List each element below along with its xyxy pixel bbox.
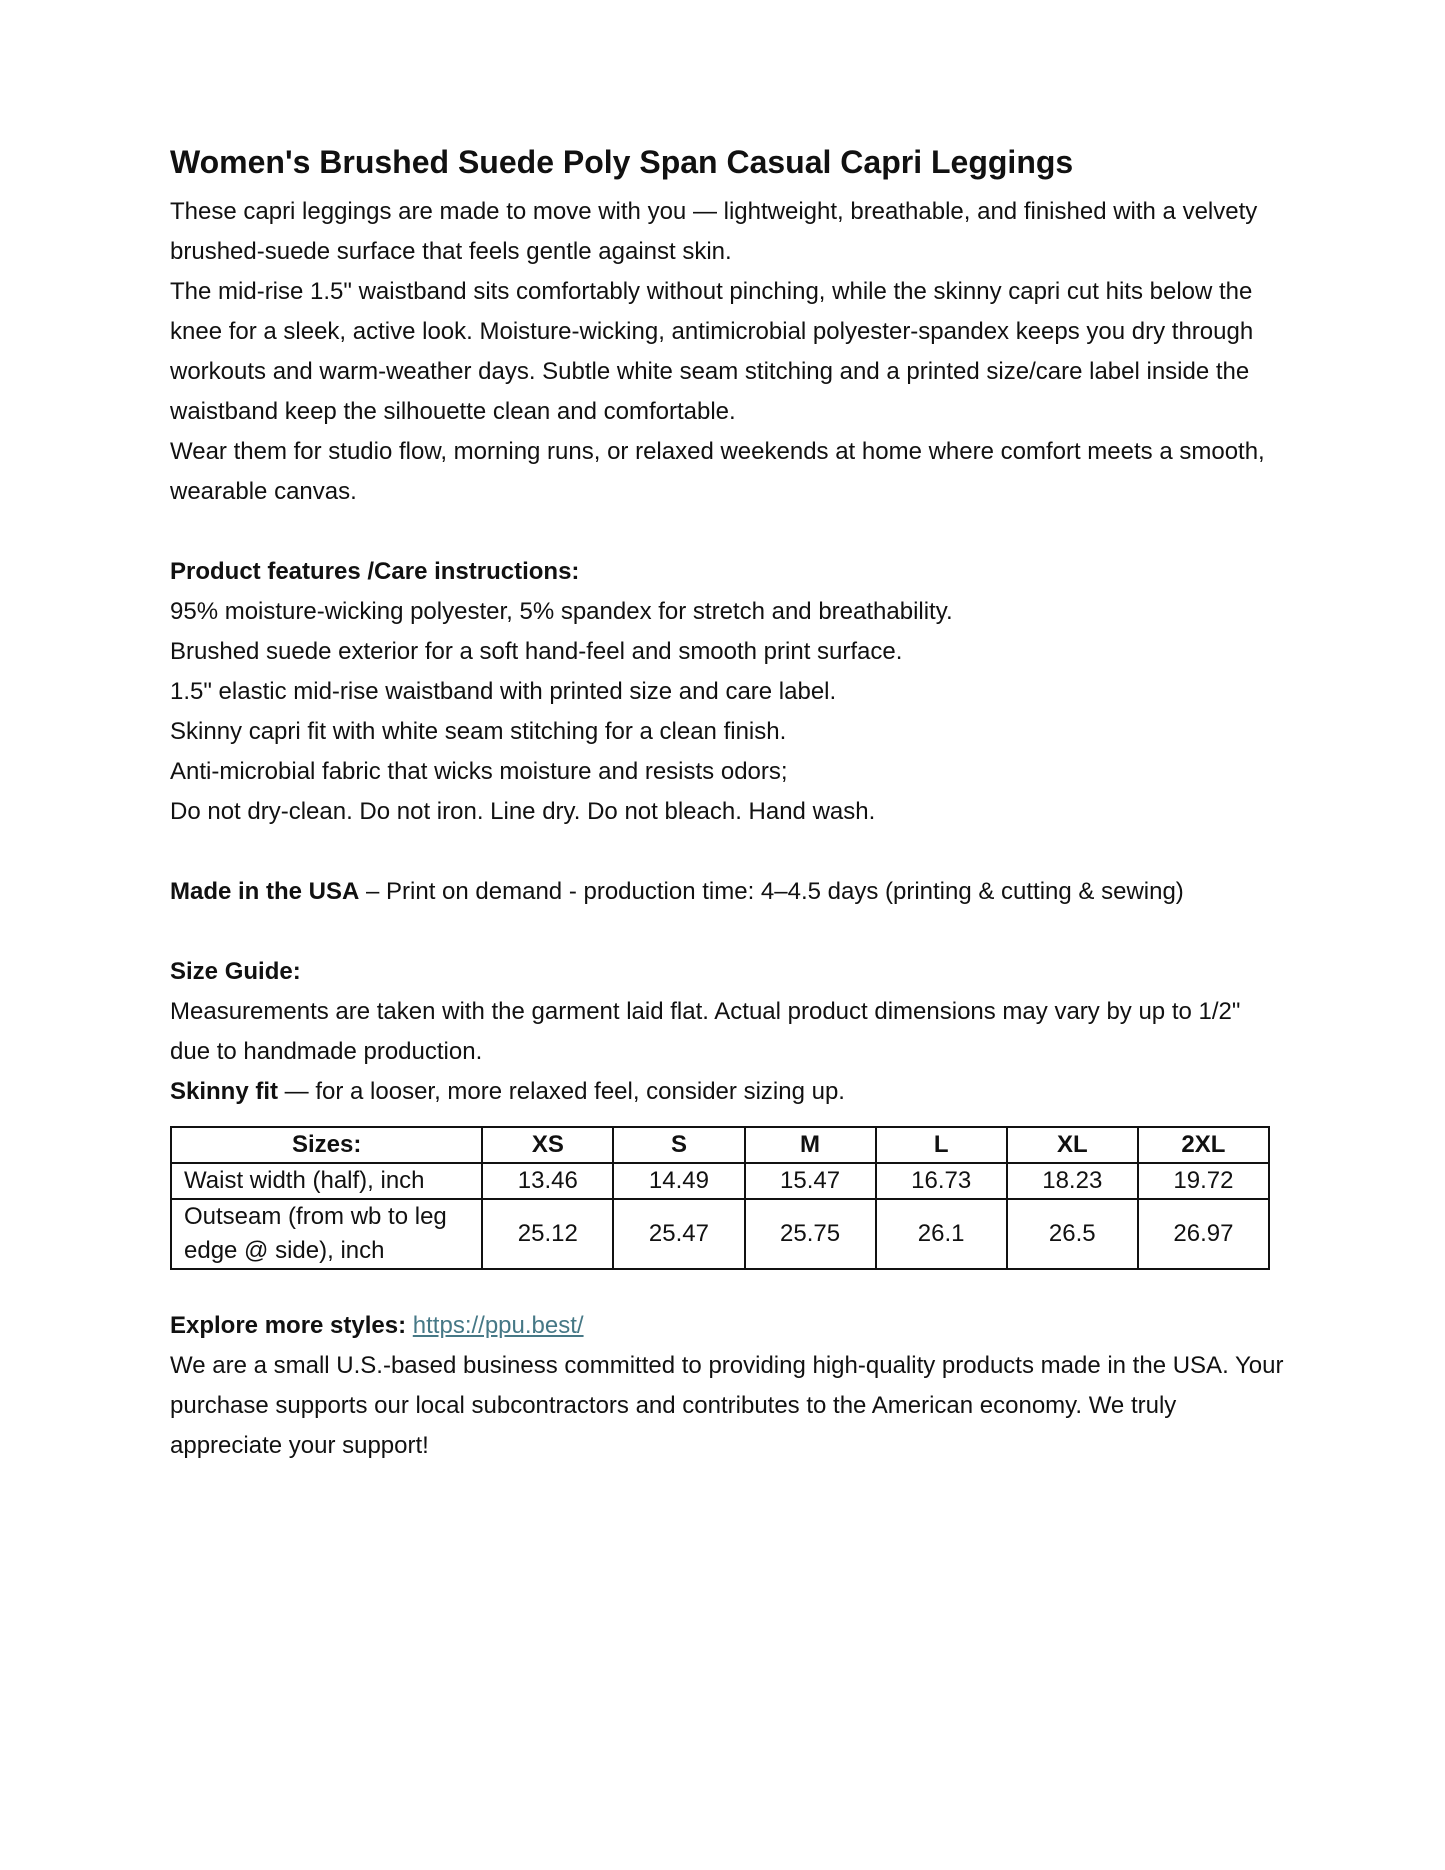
table-row-label: Outseam (from wb to leg edge @ side), inch (171, 1199, 482, 1269)
size-table-header: Sizes: (171, 1127, 482, 1163)
table-cell: 18.23 (1007, 1163, 1138, 1199)
table-cell: 25.47 (613, 1199, 744, 1269)
size-table (170, 1126, 1270, 1270)
made-in-usa-label: Made in the USA (170, 878, 360, 905)
feature-item: Skinny capri fit with white seam stitching for a clean finish. (170, 718, 787, 745)
table-row-label: Waist width (half), inch (171, 1163, 482, 1199)
feature-item: 1.5" elastic mid-rise waistband with printed size and care label. (170, 678, 837, 705)
closing-paragraph: We are a small U.S.-based business committed to providing high-quality products made in the USA. Your purchase supports our local subcontractors and contributes to the American economy. We truly appreciate your support! (170, 1352, 1284, 1459)
size-table-header: XL (1007, 1127, 1138, 1163)
table-row (171, 1199, 1269, 1269)
table-cell: 26.97 (1138, 1199, 1269, 1269)
store-link[interactable]: https://ppu.best/ (412, 1312, 584, 1339)
size-table-header: L (876, 1127, 1007, 1163)
feature-item: Anti-microbial fabric that wicks moisture and resists odors; (170, 758, 788, 785)
size-table-header-row (171, 1127, 1269, 1163)
size-table-header: XS (482, 1127, 613, 1163)
table-cell: 19.72 (1138, 1163, 1269, 1199)
spacer (170, 512, 1285, 552)
size-table-header: M (745, 1127, 876, 1163)
table-cell: 16.73 (876, 1163, 1007, 1199)
size-guide-note: Measurements are taken with the garment laid flat. Actual product dimensions may vary by up to 1/2" due to handmade production. (170, 998, 1241, 1065)
page-title: Women's Brushed Suede Poly Span Casual Capri Leggings (170, 144, 1074, 180)
spacer (170, 832, 1285, 872)
made-in-usa-line (170, 872, 1285, 912)
table-cell: 26.5 (1007, 1199, 1138, 1269)
table-cell: 26.1 (876, 1199, 1007, 1269)
size-guide-heading: Size Guide: (170, 958, 301, 985)
table-cell: 14.49 (613, 1163, 744, 1199)
explore-label: Explore more styles: (170, 1312, 407, 1339)
table-cell: 15.47 (745, 1163, 876, 1199)
intro-paragraph-2: The mid-rise 1.5" waistband sits comfortably without pinching, while the skinny capri cut hits below the knee for a sleek, active look. Moisture-wicking, antimicrobial polyester-spandex keeps you dry through workouts and warm-weather days. Subtle white seam stitching and a printed size/care label inside the waistband keep the silhouette clean and comfortable. (170, 278, 1254, 425)
document-page (170, 140, 1285, 1466)
intro-paragraph-1: These capri leggings are made to move with you — lightweight, breathable, and finished with a velvety brushed-suede surface that feels gentle against skin. (170, 198, 1258, 265)
table-cell: 25.12 (482, 1199, 613, 1269)
fit-note-line (170, 1072, 1285, 1112)
size-table-header: S (613, 1127, 744, 1163)
feature-item: 95% moisture-wicking polyester, 5% spandex for stretch and breathability. (170, 598, 953, 625)
spacer (170, 912, 1285, 952)
features-heading: Product features /Care instructions: (170, 558, 580, 585)
explore-line (170, 1306, 1285, 1346)
table-cell: 13.46 (482, 1163, 613, 1199)
production-time-text: – Print on demand - production time: 4–4.5 days (printing & cutting & sewing) (359, 878, 1184, 905)
table-cell: 25.75 (745, 1199, 876, 1269)
intro-paragraph-3: Wear them for studio flow, morning runs, or relaxed weekends at home where comfort meets a smooth, wearable canvas. (170, 438, 1265, 505)
feature-item: Brushed suede exterior for a soft hand-feel and smooth print surface. (170, 638, 903, 665)
table-row (171, 1163, 1269, 1199)
fit-text: — for a looser, more relaxed feel, consider sizing up. (278, 1078, 845, 1105)
size-table-header: 2XL (1138, 1127, 1269, 1163)
care-instructions: Do not dry-clean. Do not iron. Line dry. Do not bleach. Hand wash. (170, 798, 876, 825)
fit-label: Skinny fit (170, 1078, 279, 1105)
